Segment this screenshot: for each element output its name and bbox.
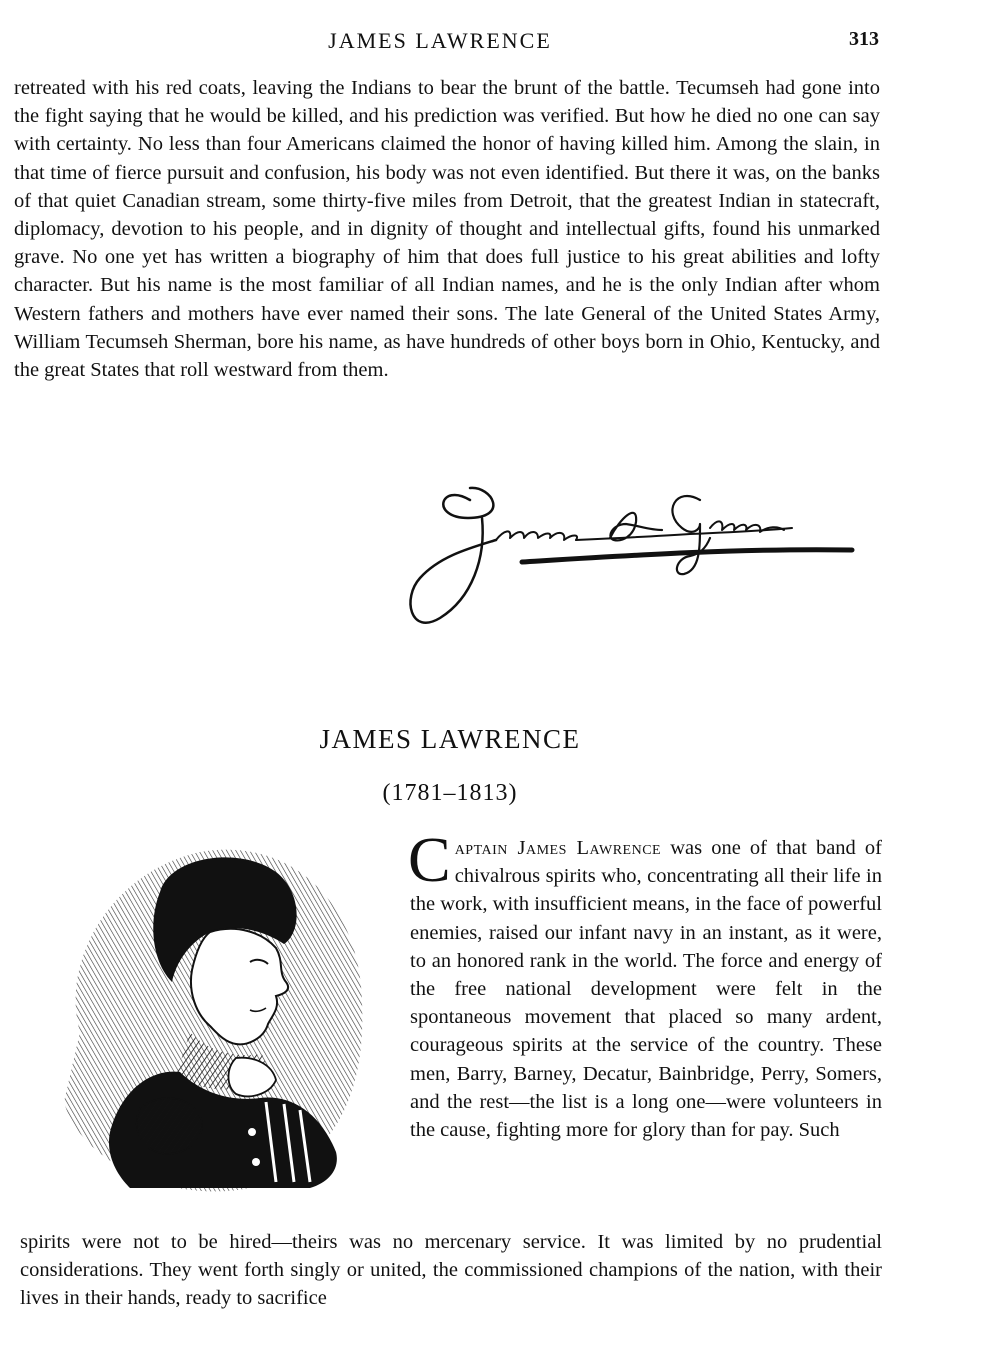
running-title: JAMES LAWRENCE	[328, 28, 552, 53]
article-dates: (1781–1813)	[382, 780, 518, 806]
portrait-engraving-icon	[40, 832, 380, 1202]
running-head	[0, 26, 995, 56]
previous-article-text	[14, 74, 880, 384]
article-full-width-text	[20, 1228, 882, 1313]
paragraph-continued: spirits were not to be hired—theirs was no mercenary service. It was limited by no prudential considerations. They went forth singly or united, the commissioned champions of the nation, with their lives in their hands, ready to sacrifice	[20, 1231, 882, 1310]
lead-name: aptain James Lawrence	[454, 837, 662, 859]
article-column-text	[408, 824, 882, 1144]
signature-icon	[400, 478, 860, 636]
drop-cap: C	[408, 824, 451, 895]
paragraph-start: was one of that band of chivalrous spirits who, concentrating all their life in the work, with insufficient means, in the face of powerful enemies, raised our infant navy in an instant, as it were, to an honored rank in the world. The force and energy of the free national development were felt in the spontaneous movement that placed so many ardent, courageous spirits at the service of the country. These men, Barry, Barney, Decatur, Bainbridge, Perry, Somers, and the rest—the list is a long one—were volunteers in the cause, fighting more for glory than for pay. Such	[410, 837, 882, 1142]
page-number: 313	[849, 28, 879, 50]
closing-paragraph: retreated with his red coats, leaving the Indians to bear the brunt of the battle. Tecumseh had gone into the fight saying that he would be killed, and his prediction was verified. But how he died no one can say with certainty. No less than four Americans claimed the honor of having killed him. Among the slain, in that time of fierce pursuit and confusion, his body was not even identified. But there it was, on the banks of that quiet Canadian stream, some thirty-five miles from Detroit, that the greatest Indian in statecraft, diplomacy, devotion to his people, and in dignity of thought and intellectual gifts, found his unmarked grave. No one yet has written a biography of him that does full justice to his great abilities and lofty character. But his name is the most familiar of all Indian names, and he is the only Indian after whom Western fathers and mothers have ever named their sons. The late General of the United States Army, William Tecumseh Sherman, bore his name, as have hundreds of other boys born in Ohio, Kentucky, and the great States that roll westward from them.	[14, 77, 880, 382]
article-title: JAMES LAWRENCE	[319, 724, 581, 754]
